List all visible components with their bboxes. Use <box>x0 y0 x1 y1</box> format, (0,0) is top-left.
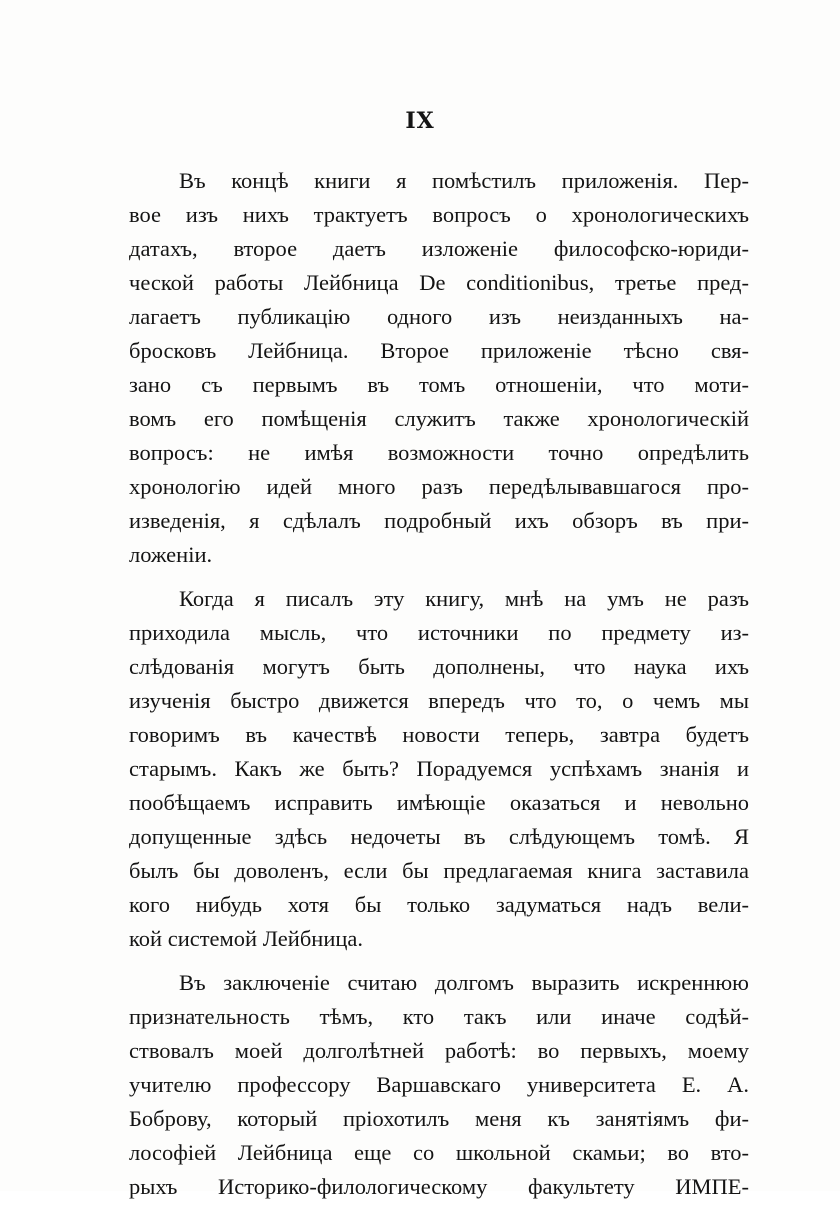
text-line: Въ концѣ книги я помѣстилъ приложенія. Пер- <box>179 168 749 193</box>
text-line: ческой работы Лейбница De conditionibus, третье пред- <box>129 270 749 295</box>
paragraph-acknowledgements <box>129 966 749 1204</box>
text-line: кой системой Лейбница. <box>129 926 364 951</box>
text-line: лагаетъ публикацію одного изъ неизданныхъ на- <box>129 304 749 329</box>
text-line: старымъ. Какъ же быть? Порадуемся успѣхамъ знанія и <box>129 756 749 781</box>
text-line: говоримъ въ качествѣ новости теперь, завтра будетъ <box>129 722 749 747</box>
page-body <box>129 164 749 1214</box>
text-line: Боброву, который пріохотилъ меня къ занятіямъ фи- <box>129 1106 749 1131</box>
text-line: учителю профессору Варшавскаго университета Е. А. <box>129 1072 749 1097</box>
text-line: допущенные здѣсь недочеты въ слѣдующемъ томѣ. Я <box>129 824 749 849</box>
text-line: рыхъ Историко-филологическому факультету ИМПЕ- <box>129 1174 749 1199</box>
text-line: кого нибудь хотя бы только задуматься надъ вели- <box>129 892 749 917</box>
text-line: пообѣщаемъ исправить имѣющіе оказаться и невольно <box>129 790 749 815</box>
text-line: бросковъ Лейбница. Второе приложеніе тѣсно свя- <box>129 338 749 363</box>
text-line: лософіей Лейбница еще со школьной скамьи; во вто- <box>129 1140 749 1165</box>
text-line: изученія быстро движется впередъ что то, о чемъ мы <box>129 688 749 713</box>
text-line: вомъ его помѣщенія служитъ также хронологическій <box>129 406 749 431</box>
text-line: Когда я писалъ эту книгу, мнѣ на умъ не разъ <box>179 586 749 611</box>
text-line: вое изъ нихъ трактуетъ вопросъ о хронологическихъ <box>129 202 749 227</box>
text-line: приходила мысль, что источники по предмету из- <box>129 620 749 645</box>
paragraph-appendices <box>129 164 749 572</box>
text-line: былъ бы доволенъ, если бы предлагаемая книга заставила <box>129 858 749 883</box>
text-line: признательность тѣмъ, кто такъ или иначе содѣй- <box>129 1004 749 1029</box>
text-line: Въ заключеніе считаю долгомъ выразить искреннюю <box>179 970 749 995</box>
text-line: изведенія, я сдѣлалъ подробный ихъ обзоръ въ при- <box>129 508 749 533</box>
text-line: хронологію идей много разъ передѣлывавшагося про- <box>129 474 749 499</box>
text-line: ложеніи. <box>129 542 213 567</box>
text-line: слѣдованія могутъ быть дополнены, что наука ихъ <box>129 654 749 679</box>
text-line: вопросъ: не имѣя возможности точно опредѣлить <box>129 440 749 465</box>
paragraph-sources <box>129 582 749 956</box>
text-line: ствовалъ моей долголѣтней работѣ: во первыхъ, моему <box>129 1038 749 1063</box>
page-number: IX <box>405 108 435 134</box>
text-line: датахъ, второе даетъ изложеніе философско-юриди- <box>129 236 749 261</box>
text-line: зано съ первымъ въ томъ отношеніи, что моти- <box>129 372 749 397</box>
